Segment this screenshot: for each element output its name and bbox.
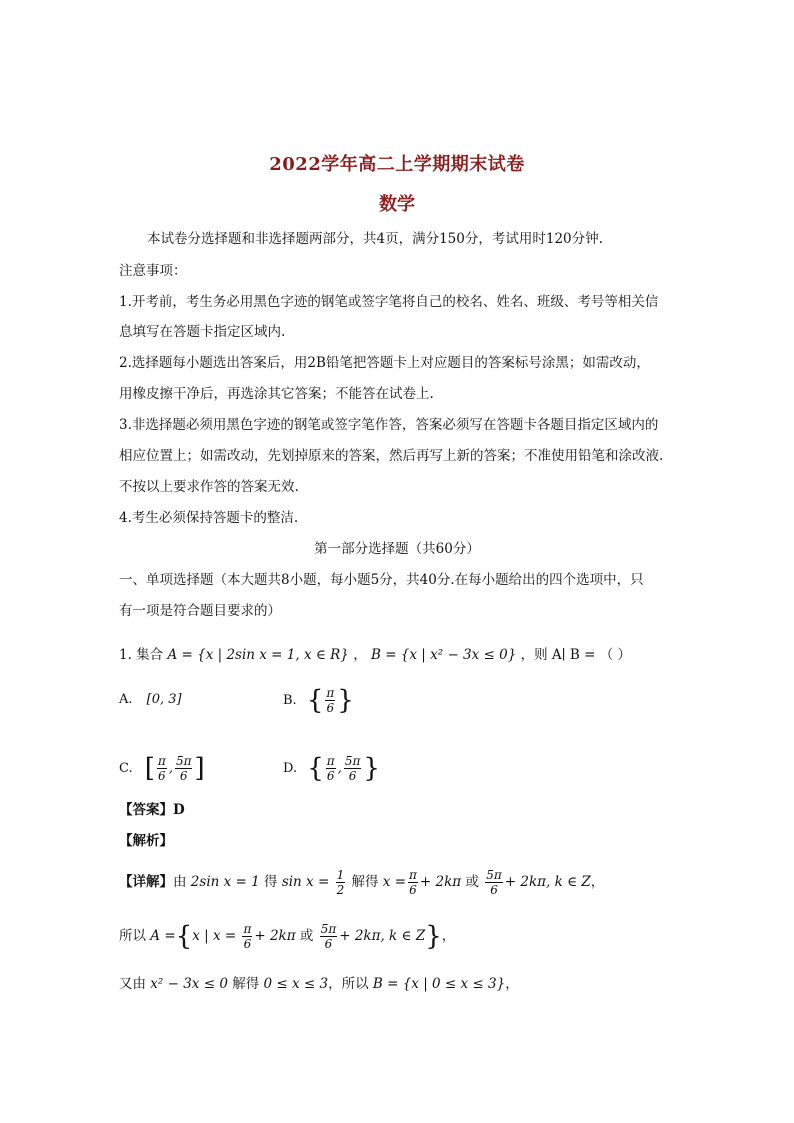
- question-1: [119, 645, 679, 665]
- set-a: A = {x | 2sin x = 1, x ∈ R}: [167, 647, 349, 663]
- question-prefix: 1. 集合: [119, 647, 164, 663]
- detail-text: 解得: [232, 976, 260, 992]
- section-instructions: 一、单项选择题（本大题共8小题，每小题5分，共40分.在每小题给出的四个选项中，只: [119, 572, 644, 588]
- notice-item: 2.选择题每小题选出答案后，用2B铅笔把答题卡上对应题目的答案标号涂黑；如需改动，: [119, 355, 650, 371]
- detail-math: 2sin x = 1: [190, 874, 260, 890]
- option-b: B. { $\frac{\pi}{6}$ }: [283, 685, 354, 716]
- subject-title: 数学: [379, 194, 415, 215]
- detail-text: 解得: [351, 874, 379, 890]
- notice-heading: 注意事项：: [119, 263, 187, 279]
- detail-text: 或: [465, 874, 479, 890]
- exam-title: 2022学年高二上学期期末试卷: [269, 154, 525, 175]
- question-suffix: ，则 A∣ B = （ ）: [520, 647, 631, 663]
- set-b: B = {x | x² − 3x ≤ 0}: [370, 647, 517, 663]
- option-d: D. { $\frac{\pi}{6}$ , $\frac{5\pi}{6}$ }: [283, 753, 380, 784]
- detail-text: ，所以: [328, 976, 369, 992]
- option-c: C. [ $\frac{\pi}{6}$ , $\frac{5\pi}{6}$ ]: [119, 753, 205, 784]
- detail-math: x² − 3x ≤ 0: [150, 976, 228, 992]
- part-one-heading: 第一部分选择题（共60分）: [314, 541, 480, 557]
- option-a-value: [0, 3]: [146, 692, 182, 707]
- analysis-label: 【解析】: [119, 833, 173, 849]
- detail-text: 或: [299, 928, 314, 944]
- question-comma: ，: [353, 647, 367, 663]
- detail-text: 又由: [119, 976, 146, 992]
- notice-item: 用橡皮擦干净后，再选涂其它答案；不能答在试卷上.: [119, 386, 434, 402]
- option-a-label: A.: [119, 692, 133, 707]
- detail-text: 所以: [119, 928, 146, 944]
- detail-line-1: 【详解】由 2sin x = 1 得 sin x = $\frac{1}{2}$ 解得 x = $\frac{\pi}{6}$ + 2kπ 或 $\frac{5\pi}{6}$ + 2kπ, k ∈ Z，: [119, 868, 605, 897]
- detail-line-3: [119, 974, 679, 994]
- option-b-label: B.: [283, 693, 297, 708]
- section-instructions: 有一项是符合题目要求的）: [119, 603, 281, 619]
- detail-label: 【详解】: [119, 874, 173, 890]
- notice-item: 息填写在答题卡指定区域内.: [119, 324, 286, 340]
- detail-math: sin x =: [281, 874, 330, 890]
- detail-math: B = {x | 0 ≤ x ≤ 3}: [372, 976, 506, 992]
- option-a: [119, 690, 182, 710]
- intro-text: 本试卷分选择题和非选择题两部分，共4页，满分150分，考试用时120分钟.: [147, 231, 603, 247]
- detail-math: 0 ≤ x ≤ 3: [263, 976, 329, 992]
- option-d-label: D.: [283, 761, 298, 776]
- detail-text: 由: [173, 874, 187, 890]
- notice-item: 3.非选择题必须用黑色字迹的钢笔或签字笔作答，答案必须写在答题卡各题目指定区域内的: [119, 417, 659, 433]
- notice-item: 1.开考前，考生务必用黑色字迹的钢笔或签字笔将自己的校名、姓名、班级、考号等相关信: [119, 294, 659, 310]
- notice-item: 不按以上要求作答的答案无效.: [119, 479, 299, 495]
- notice-item: 相应位置上；如需改动，先划掉原来的答案，然后再写上新的答案；不准使用铅笔和涂改液.: [119, 448, 664, 464]
- answer-label: 【答案】D: [119, 802, 185, 818]
- detail-text: ，: [505, 976, 519, 992]
- detail-text: 得: [264, 874, 278, 890]
- notice-item: 4.考生必须保持答题卡的整洁.: [119, 510, 299, 526]
- option-c-label: C.: [119, 761, 133, 776]
- detail-line-2: 所以 A ={x | x = $\frac{\pi}{6}$ + 2kπ 或 $\frac{5\pi}{6}$ + 2kπ, k ∈ Z}，: [119, 921, 456, 952]
